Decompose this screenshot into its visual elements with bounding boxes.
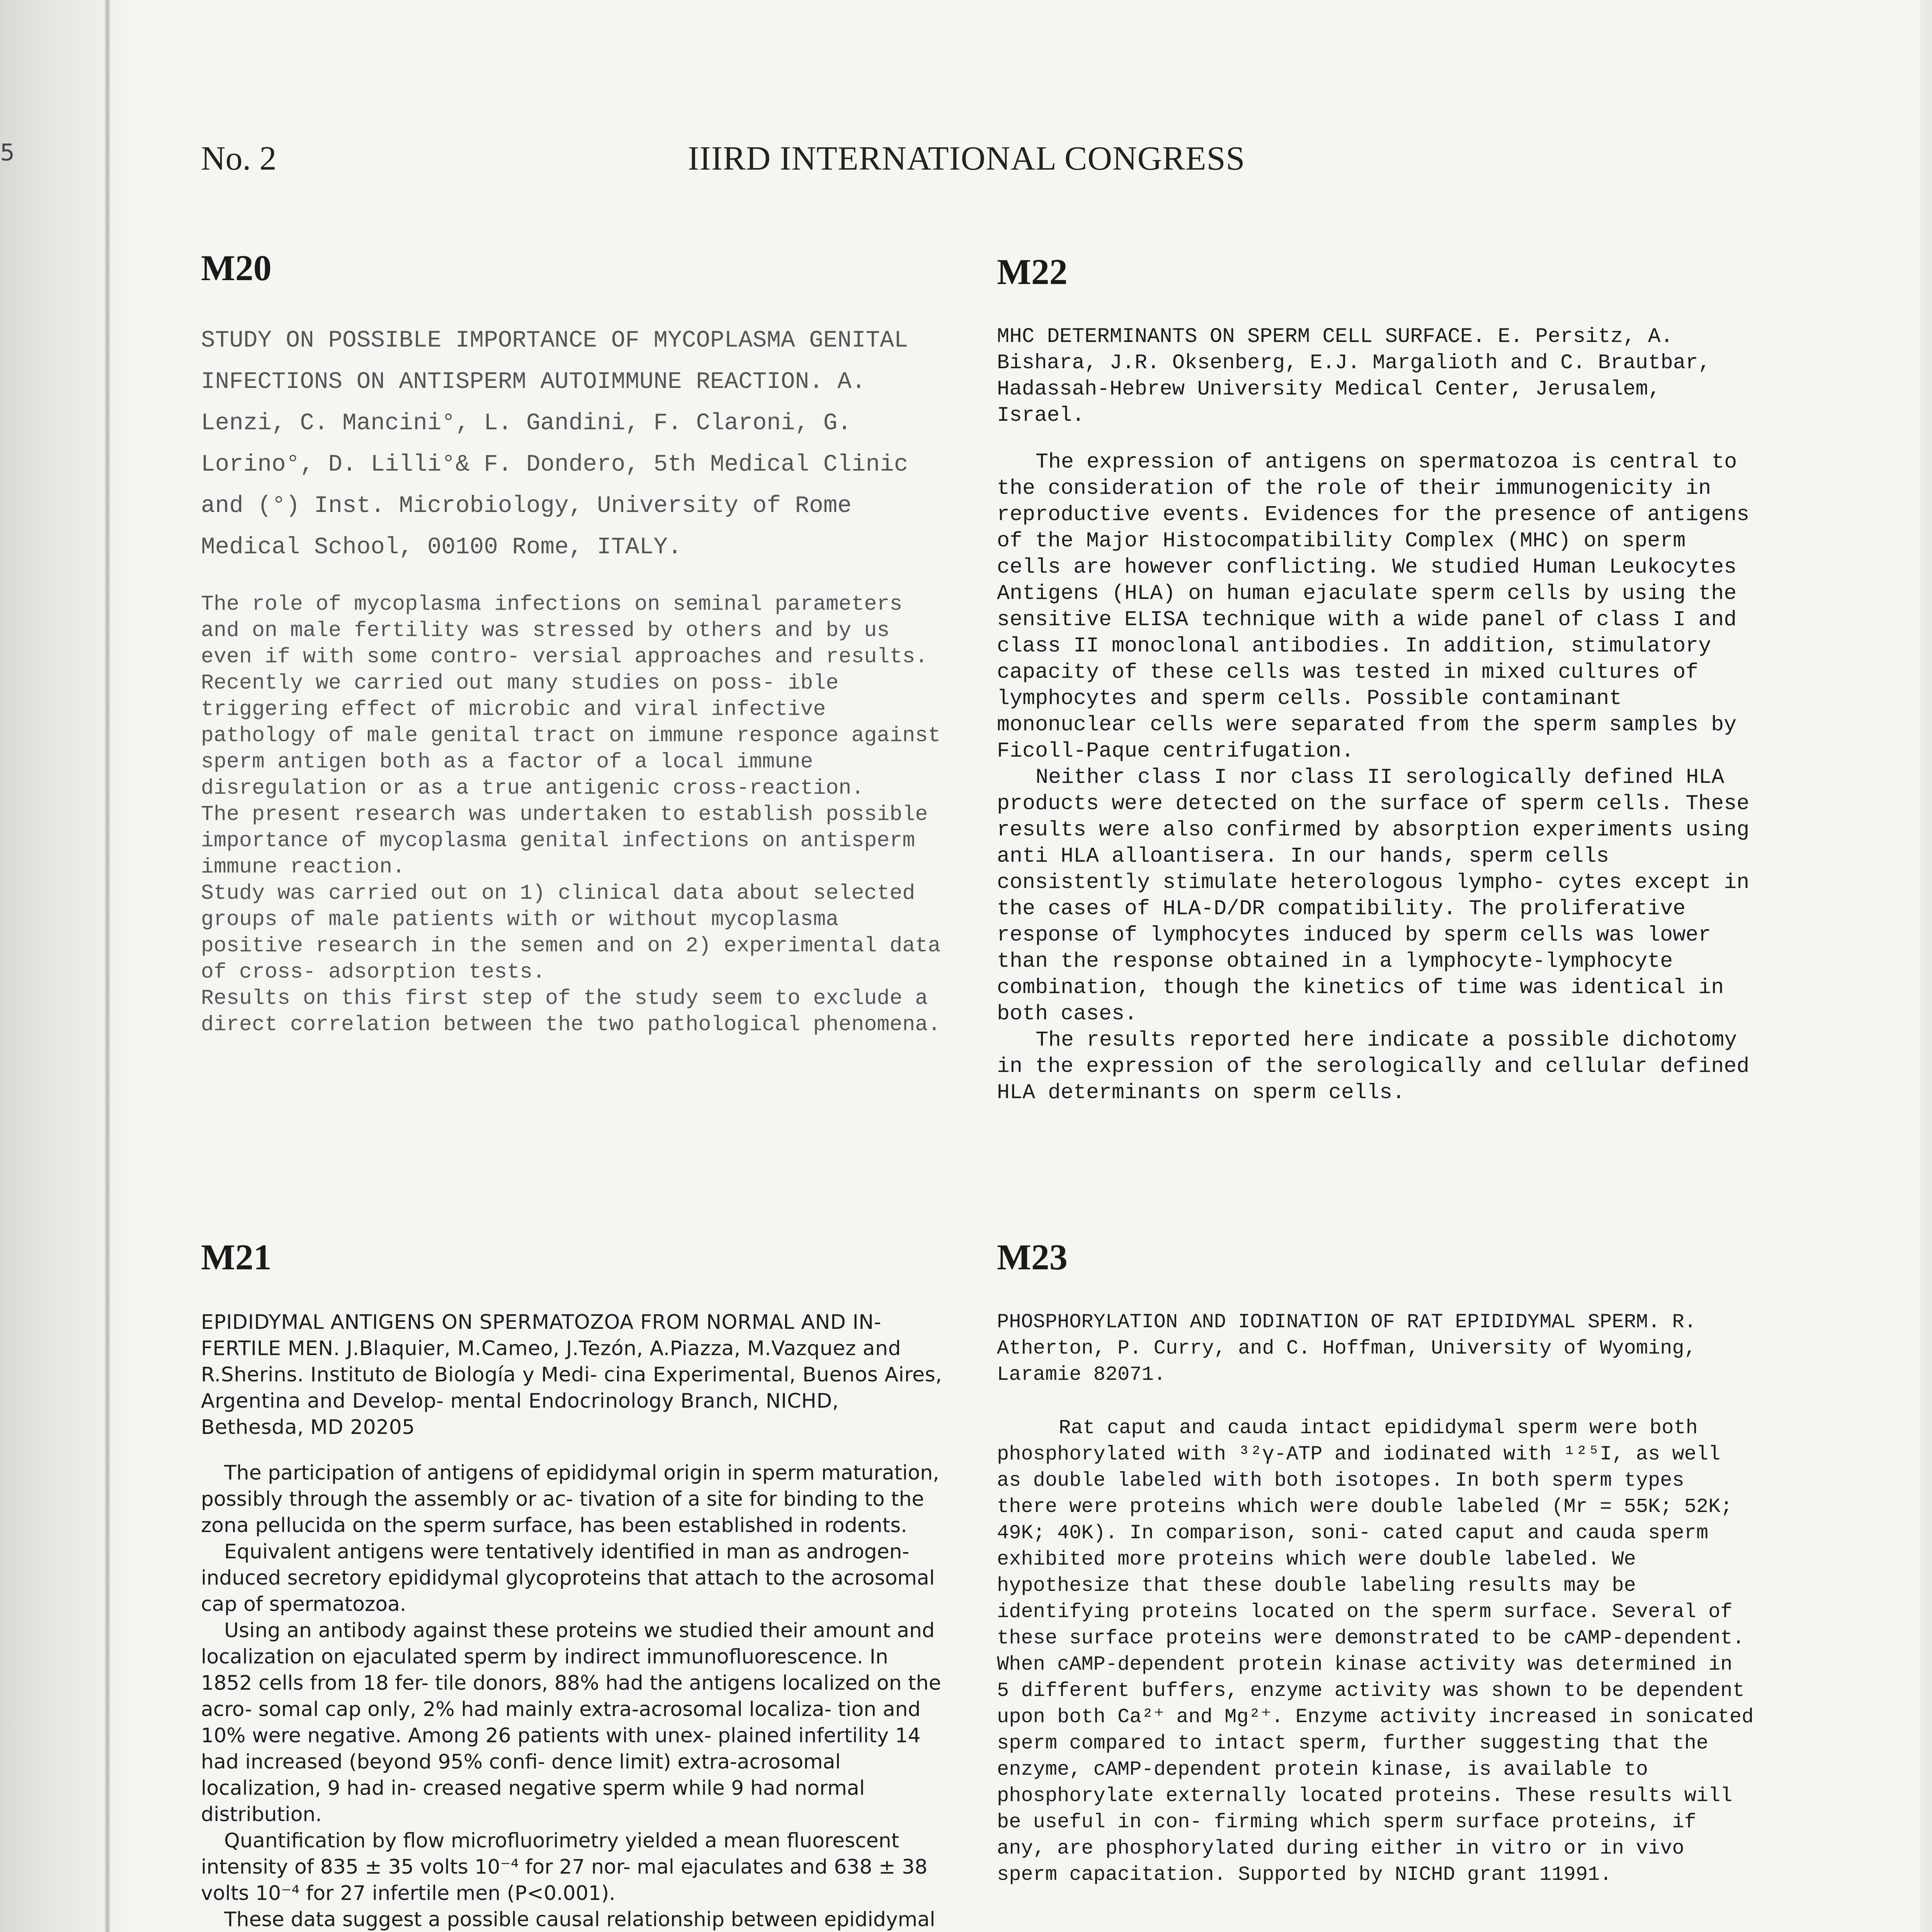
paragraph: Using an antibody against these proteins we studied their amount and localization on ejaculated sperm by indirect immunofluorescence. In 1852 cells from 18 fer- tile donors, 88% had the antigens localized on the acro- somal cap only, 2% had mainly extra-acrosomal localiza- tion and 10% were negative. Among 26 patients with unex- plained infertility 14 had increased (beyond 95% confi- dence limit) extra-acrosomal localization, 9 had in- creased negative sperm while 9 had normal distribution. [201, 1619, 941, 1826]
paragraph: These data suggest a possible causal relationship between epididymal [224, 1908, 935, 1931]
margin-mark: 5 [0, 139, 15, 166]
abstract-m21 [201, 1236, 943, 1932]
running-title: IIIRD INTERNATIONAL CONGRESS [688, 140, 1245, 177]
abstract-title: EPIDIDYMAL ANTIGENS ON SPERMATOZOA FROM NORMAL AND IN- FERTILE MEN. J.Blaquier, M.Cameo, J.Tezón, A.Piazza, M.Vazquez and R.Sherins. Instituto de Biología y Medi- cina Experimental, Buenos Aires, Argentina and Develop- mental Endocrinology Branch, NICHD, Bethesda, MD 20205 [201, 1311, 942, 1439]
paragraph: Equivalent antigens were tentatively identified in man as androgen-induced secretory epididymal glycoproteins that attach to the acrosomal cap of spermatozoa. [201, 1540, 935, 1616]
paragraph: Neither class I nor class II serologically defined HLA products were detected on the surface of sperm cells. These results were also confirmed by absorption experiments using anti HLA alloantisera. In our hands, sperm cells consistently stimulate heterologous lympho- cytes except in the cases of HLA-D/DR compatibility. The proliferative response of lymphocytes induced by sperm cells was lower than the response obtained in a lymphocyte-lymphocyte combination, though the kinetics of time was identical in both cases. [997, 765, 1750, 1026]
issue-number: No. 2 [201, 140, 277, 177]
abstract-id: M22 [997, 252, 1068, 292]
abstract-m23 [997, 1236, 1754, 1888]
paragraph: The results reported here indicate a possible dichotomy in the expression of the serologically and cellular defined HLA determinants on sperm cells. [997, 1028, 1750, 1105]
page-edge-right [1920, 0, 1932, 1932]
paragraph: The present research was undertaken to establish possible importance of mycoplasma genital infections on antisperm immune reaction. [201, 802, 928, 879]
abstract-title: PHOSPHORYLATION AND IODINATION OF RAT EPIDIDYMAL SPERM. R. Atherton, P. Curry, and C. Hoffman, University of Wyoming, Laramie 82071. [997, 1311, 1696, 1386]
paragraph: Quantification by flow microfluorimetry yielded a mean fluorescent intensity of 835 ± 35 volts 10⁻⁴ for 27 nor- mal ejaculates and 638 ± 38 volts 10⁻⁴ for 27 infertile men (P<0.001). [201, 1829, 928, 1905]
abstract-m20 [201, 247, 951, 1038]
paragraph: Recently we carried out many studies on poss- ible triggering effect of microbic and viral infective pathology of male genital tract on immune responce against sperm antigen both as a factor of a local immune disregulation or as a true antigenic cross-reaction. [201, 671, 941, 800]
paragraph: Results on this first step of the study seem to exclude a direct correlation between the two pathological phenomena. [201, 986, 941, 1037]
abstract-title: STUDY ON POSSIBLE IMPORTANCE OF MYCOPLASMA GENITAL INFECTIONS ON ANTISPERM AUTOIMMUNE REACTION. A. Lenzi, C. Mancini°, L. Gandini, F. Claroni, G. Lorino°, D. Lilli°& F. Dondero, 5th Medical Clinic and (°) Inst. Microbiology, University of Rome Medical School, 00100 Rome, ITALY. [201, 327, 922, 561]
abstract-title: MHC DETERMINANTS ON SPERM CELL SURFACE. E. Persitz, A. Bishara, J.R. Oksenberg, E.J. Margalioth and C. Brautbar, Hadassah-Hebrew University Medical Center, Jerusalem, Israel. [997, 325, 1711, 427]
abstract-m22 [997, 251, 1754, 1106]
paragraph: Rat caput and cauda intact epididymal sperm were both phosphorylated with ³²γ-ATP and iodinated with ¹²⁵I, as well as double labeled with both isotopes. In both sperm types there were proteins which were double labeled (Mr = 55K; 52K; 49K; 40K). In comparison, soni- cated caput and cauda sperm exhibited more proteins which were double labeled. We hypothesize that these double labeling results may be identifying proteins located on the sperm surface. Several of these surface proteins were demonstrated to be cAMP-dependent. When cAMP-dependent protein kinase activity was determined in 5 different buffers, enzyme activity was shown to be dependent upon both Ca²⁺ and Mg²⁺. Enzyme activity increased in sonicated sperm compared to intact sperm, further suggesting that the enzyme, cAMP-dependent protein kinase, is available to phosphorylate externally located proteins. These results will be useful in con- firming which sperm surface proteins, if any, are phosphorylated during either in vitro or in vivo sperm capacitation. Supported by NICHD grant 11991. [997, 1417, 1754, 1886]
abstract-id: M23 [997, 1237, 1068, 1277]
abstract-id: M21 [201, 1237, 272, 1277]
abstract-body [997, 1415, 1754, 1888]
abstract-body [997, 449, 1754, 1106]
abstract-body [201, 591, 951, 1038]
paragraph: The participation of antigens of epididymal origin in sperm maturation, possibly through the assembly or ac- tivation of a site for binding to the zona pellucida on the sperm surface, has been established in rodents. [201, 1461, 939, 1537]
paragraph: The role of mycoplasma infections on seminal parameters and on male fertility was stressed by others and by us even if with some contro- versial approaches and results. [201, 592, 928, 669]
paragraph: Study was carried out on 1) clinical data about selected groups of male patients with or without mycoplasma positive research in the semen and on 2) experimental data of cross- adsorption tests. [201, 881, 941, 984]
abstract-id: M20 [201, 248, 272, 288]
paragraph: The expression of antigens on spermatozoa is central to the consideration of the role of their immunogenicity in reproductive events. Evidences for the presence of antigens of the Major Histocompatibility Complex (MHC) on sperm cells are however conflicting. We studied Human Leukocytes Antigens (HLA) on human ejaculate sperm cells by using the sensitive ELISA technique with a wide panel of class I and class II monoclonal antibodies. In addition, stimulatory capacity of these cells was tested in mixed cultures of lymphocytes and sperm cells. Possible contaminant mononuclear cells were separated from the sperm samples by Ficoll-Paque centrifugation. [997, 450, 1750, 763]
binding-crease [104, 0, 111, 1932]
abstract-body [201, 1460, 943, 1932]
